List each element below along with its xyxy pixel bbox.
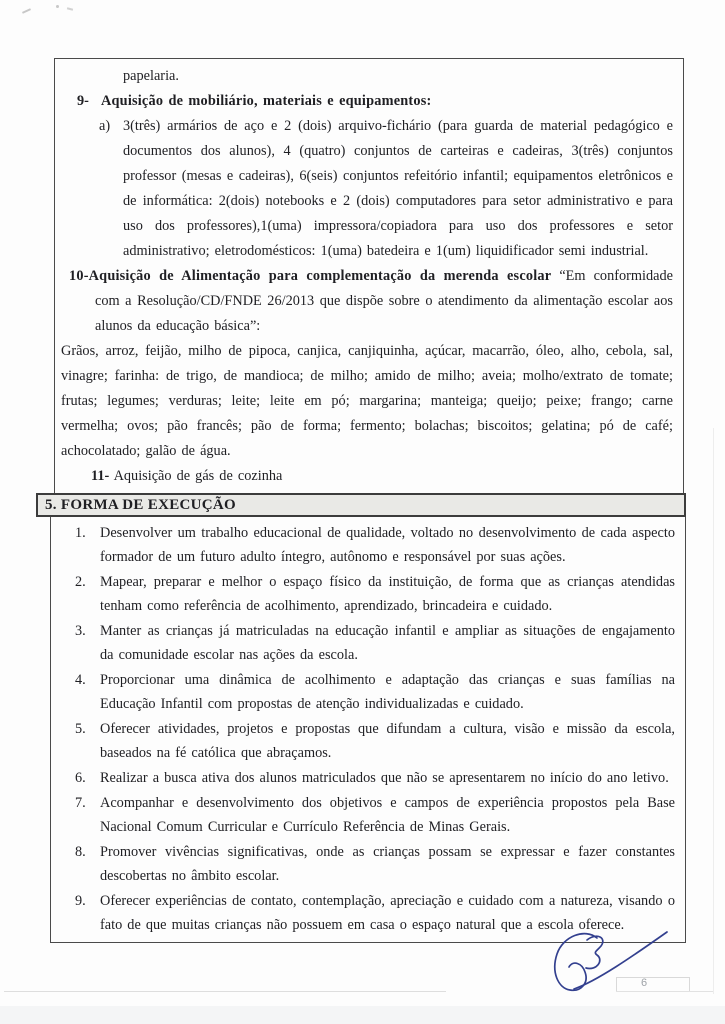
item-11-number: 11- (91, 468, 110, 484)
list-item (57, 840, 675, 888)
list-item (57, 791, 675, 839)
item-10-title: 10-Aquisição de Alimentação para complementação da merenda escolar (69, 268, 552, 284)
list-item (57, 717, 675, 765)
execution-section (50, 517, 686, 943)
list-item-text: Manter as crianças já matriculadas na educação infantil e ampliar as situações de engajamento da comunidade escolar nas ações da escola. (100, 623, 675, 663)
item-10-quote: “Em conformidade com a Resolução/CD/FNDE 26/2013 que dispõe sobre o atendimento da alimentação escolar aos alunos da educação básica”: (95, 268, 673, 334)
list-item-text: Desenvolver um trabalho educacional de qualidade, voltado no desenvolvimento de cada aspecto formador de um futuro adulto íntegro, autônomo e responsável por suas ações. (100, 525, 675, 565)
list-item (57, 766, 675, 790)
list-item-number: 1. (75, 525, 86, 541)
footer-line (616, 991, 713, 992)
list-item-number: 3. (75, 623, 86, 639)
list-item (57, 521, 675, 569)
item-9a-paragraph (61, 114, 673, 264)
list-item-number: 8. (75, 844, 86, 860)
page-number: 6 (641, 977, 648, 989)
footer-tab (616, 977, 690, 992)
item-11-line (61, 464, 673, 489)
list-item-number: 6. (75, 770, 86, 786)
food-list-paragraph: Grãos, arroz, feijão, milho de pipoca, canjica, canjiquinha, açúcar, macarrão, óleo, alho, cebola, sal, vinagre; farinha: de trigo, de mandioca; de milho; amido de milho; aveia; molho/extrato de tomate; frutas; legumes; verduras; leite; leite em pó; margarina; manteiga; queijo; peixe; frango; carne vermelha; ovos; pão francês; pão de forma; fermento; bolachas; biscoitos; gelatina; pó de café; achocolatado; galão de água. (61, 343, 673, 459)
acquisitions-section (54, 58, 684, 493)
list-item-text: Acompanhar e desenvolvimento dos objetivos e campos de experiência propostos pela Base Nacional Comum Curricular e Currículo Referência de Minas Gerais. (100, 795, 675, 835)
scan-speck (22, 8, 31, 14)
section-5-header: 5. FORMA DE EXECUÇÃO (36, 493, 686, 517)
item-9a-label: a) (99, 118, 111, 134)
scan-speck (56, 5, 59, 8)
scan-bottom-edge (0, 1006, 725, 1024)
list-item-text: Proporcionar uma dinâmica de acolhimento e adaptação das crianças e suas famílias na Educação Infantil com propostas de atenção individualizadas e cuidado. (100, 672, 675, 712)
scan-speck (67, 7, 73, 10)
list-item-text: Realizar a busca ativa dos alunos matriculados que não se apresentarem no início do ano letivo. (100, 770, 669, 786)
list-item-text: Promover vivências significativas, onde as crianças possam se expressar e fazer constantes descobertas no âmbito escolar. (100, 844, 675, 884)
item-10-paragraph (61, 264, 673, 339)
list-item-text: Oferecer experiências de contato, contemplação, apreciação e cuidado com a natureza, visando o fato de que muitas crianças não possuem em casa o espaço natural que a escola oferece. (100, 893, 675, 933)
continued-line: papelaria. (123, 68, 179, 84)
execution-list (57, 521, 675, 937)
list-item (57, 619, 675, 667)
scan-edge-line (713, 428, 714, 994)
list-item-text: Oferecer atividades, projetos e propostas que difundam a cultura, visão e missão da escola, baseados na fé católica que abraçamos. (100, 721, 675, 761)
item-11-text: Aquisição de gás de cozinha (109, 468, 283, 484)
item-9-heading (61, 89, 673, 114)
list-item-number: 4. (75, 672, 86, 688)
item-9-title: Aquisição de mobiliário, materiais e equipamentos: (101, 93, 432, 109)
list-item-number: 5. (75, 721, 86, 737)
item-9-number: 9- (77, 93, 89, 109)
list-item-number: 9. (75, 893, 86, 909)
list-item-number: 7. (75, 795, 86, 811)
list-item-number: 2. (75, 574, 86, 590)
list-item (57, 668, 675, 716)
list-item (57, 570, 675, 618)
footer-line (4, 991, 446, 992)
list-item-text: Mapear, preparar e melhor o espaço físico da instituição, de forma que as crianças atendidas tenham como referência de acolhimento, aprendizado, brincadeira e cuidado. (100, 574, 675, 614)
item-9a-text: 3(três) armários de aço e 2 (dois) arquivo-fichário (para guarda de material pedagógico e documentos dos alunos), 4 (quatro) conjuntos de carteiras e cadeiras, 3(três) conjuntos professor (mesas e cadeiras), 6(seis) conjuntos refeitório infantil; equipamentos eletrônicos e de informática: 2(dois) notebooks e 2 (dois) computadores para setor administrativo e para uso dos professores),1(uma) impressora/copiadora para uso dos professores e setor administrativo; eletrodomésticos: 1(uma) batedeira e 1(um) liquidificador semi industrial. (123, 118, 673, 259)
